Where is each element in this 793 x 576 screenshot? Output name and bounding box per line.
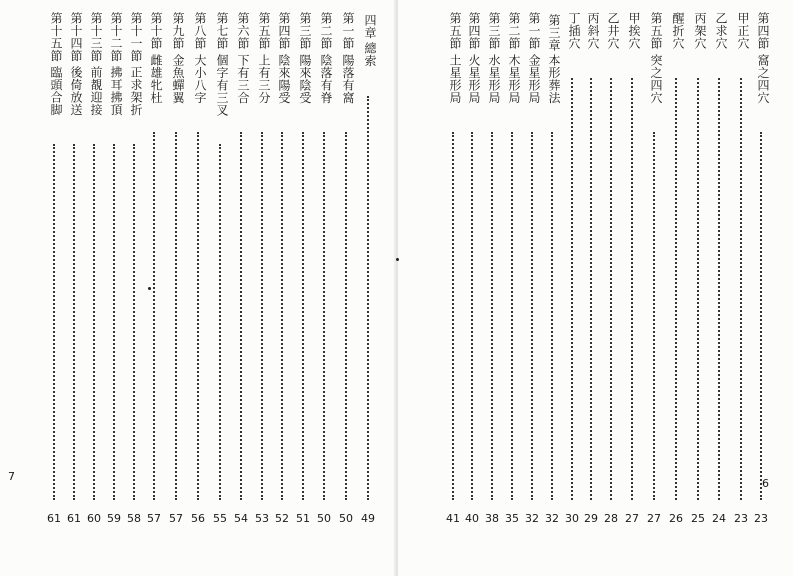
toc-entry bbox=[524, 0, 540, 576]
dot-leader bbox=[531, 132, 533, 500]
toc-page-number: 50 bbox=[339, 512, 353, 525]
toc-title: 陽落有窩 bbox=[341, 54, 355, 104]
dot-leader bbox=[653, 132, 655, 500]
toc-title: 火星形局 bbox=[467, 54, 481, 104]
toc-heading: 第七節 bbox=[215, 12, 229, 50]
toc-heading: 第五節 bbox=[448, 12, 462, 50]
toc-title: 土星形局 bbox=[448, 54, 462, 104]
toc-entry bbox=[583, 0, 599, 576]
toc-heading: 第三節 bbox=[298, 12, 312, 50]
dot-leader bbox=[175, 132, 177, 500]
dot-leader bbox=[345, 132, 347, 500]
toc-page-number: 30 bbox=[565, 512, 579, 525]
toc-title: 前覩迎接 bbox=[89, 66, 103, 116]
toc-page-number: 60 bbox=[87, 512, 101, 525]
toc-page-number: 32 bbox=[525, 512, 539, 525]
toc-page-number: 57 bbox=[147, 512, 161, 525]
scan-speck bbox=[148, 287, 151, 290]
toc-heading: 第一節 bbox=[527, 12, 541, 50]
toc-page-number: 57 bbox=[169, 512, 183, 525]
toc-page-number: 41 bbox=[446, 512, 460, 525]
dot-leader bbox=[367, 96, 369, 500]
dot-leader bbox=[133, 144, 135, 500]
toc-page-number: 27 bbox=[625, 512, 639, 525]
toc-entry bbox=[233, 0, 249, 576]
toc-title: 陰來陽受 bbox=[277, 54, 291, 104]
dot-leader bbox=[491, 132, 493, 500]
toc-entry bbox=[190, 0, 206, 576]
toc-heading: 第二節 bbox=[319, 12, 333, 50]
toc-entry bbox=[46, 0, 62, 576]
toc-entry bbox=[274, 0, 290, 576]
toc-entry bbox=[603, 0, 619, 576]
dot-leader bbox=[73, 144, 75, 500]
toc-heading: 第八節 bbox=[193, 12, 207, 50]
dot-leader bbox=[697, 78, 699, 500]
toc-page-number: 35 bbox=[505, 512, 519, 525]
dot-leader bbox=[240, 132, 242, 500]
toc-title: 拂耳拂頂 bbox=[109, 66, 123, 116]
toc-page-number: 54 bbox=[234, 512, 248, 525]
toc-page-number: 55 bbox=[213, 512, 227, 525]
toc-title: 丙斜穴 bbox=[586, 12, 600, 50]
toc-title: 陽來陰受 bbox=[298, 54, 312, 104]
toc-heading: 第五節 bbox=[257, 12, 271, 50]
toc-page-number: 23 bbox=[754, 512, 768, 525]
toc-entry bbox=[316, 0, 332, 576]
toc-page-number: 58 bbox=[127, 512, 141, 525]
toc-page-number: 53 bbox=[255, 512, 269, 525]
toc-entry bbox=[338, 0, 354, 576]
dot-leader bbox=[197, 132, 199, 500]
toc-entry bbox=[646, 0, 662, 576]
toc-title: 後倚放送 bbox=[69, 66, 83, 116]
toc-page-number: 32 bbox=[545, 512, 559, 525]
toc-page-number: 61 bbox=[67, 512, 81, 525]
toc-entry bbox=[86, 0, 102, 576]
dot-leader bbox=[219, 144, 221, 500]
toc-entry bbox=[504, 0, 520, 576]
toc-page-number: 52 bbox=[275, 512, 289, 525]
toc-page-number: 26 bbox=[669, 512, 683, 525]
toc-entry bbox=[360, 0, 376, 576]
toc-entry bbox=[464, 0, 480, 576]
toc-entry bbox=[668, 0, 684, 576]
toc-title: 大小八字 bbox=[193, 54, 207, 104]
toc-title: 陰落有脊 bbox=[319, 54, 333, 104]
toc-page-number: 61 bbox=[47, 512, 61, 525]
toc-title: 甲正穴 bbox=[736, 12, 750, 50]
dot-leader bbox=[281, 132, 283, 500]
right-page bbox=[398, 0, 793, 576]
dot-leader bbox=[571, 78, 573, 500]
toc-heading: 第十三節 bbox=[89, 12, 103, 62]
toc-title: 金星形局 bbox=[527, 54, 541, 104]
dot-leader bbox=[675, 78, 677, 500]
dot-leader bbox=[511, 132, 513, 500]
dot-leader bbox=[113, 144, 115, 500]
scan-speck bbox=[396, 258, 399, 261]
toc-entry bbox=[544, 0, 560, 576]
toc-title: 丙架穴 bbox=[693, 12, 707, 50]
toc-title: 個字有三叉 bbox=[215, 54, 229, 117]
toc-heading: 第十二節 bbox=[109, 12, 123, 62]
toc-page-number: 56 bbox=[191, 512, 205, 525]
toc-heading: 第十五節 bbox=[49, 12, 63, 62]
dot-leader bbox=[93, 144, 95, 500]
toc-page-number: 23 bbox=[734, 512, 748, 525]
toc-title: 本形葬法 bbox=[547, 54, 561, 104]
dot-leader bbox=[153, 132, 155, 500]
toc-entry bbox=[445, 0, 461, 576]
toc-page-number: 29 bbox=[584, 512, 598, 525]
toc-heading: 第二節 bbox=[507, 12, 521, 50]
toc-heading: 第一節 bbox=[341, 12, 355, 50]
toc-entry bbox=[66, 0, 82, 576]
toc-page-number: 28 bbox=[604, 512, 618, 525]
toc-entry bbox=[624, 0, 640, 576]
toc-title: 正求架折 bbox=[129, 66, 143, 116]
toc-title: 木星形局 bbox=[507, 54, 521, 104]
toc-title: 乙求穴 bbox=[714, 12, 728, 50]
toc-entry bbox=[484, 0, 500, 576]
dot-leader bbox=[471, 132, 473, 500]
toc-page-number: 59 bbox=[107, 512, 121, 525]
dot-leader bbox=[53, 144, 55, 500]
dot-leader bbox=[323, 132, 325, 500]
toc-heading: 第九節 bbox=[171, 12, 185, 50]
toc-heading: 第十四節 bbox=[69, 12, 83, 62]
toc-entry bbox=[711, 0, 727, 576]
toc-title: 下有三合 bbox=[236, 54, 250, 104]
toc-title: 醒折穴 bbox=[671, 12, 685, 50]
toc-page-number: 50 bbox=[317, 512, 331, 525]
toc-entry bbox=[690, 0, 706, 576]
toc-entry bbox=[126, 0, 142, 576]
toc-entry bbox=[212, 0, 228, 576]
toc-entry bbox=[106, 0, 122, 576]
toc-title: 上有三分 bbox=[257, 54, 271, 104]
dot-leader bbox=[590, 78, 592, 500]
toc-page-number: 25 bbox=[691, 512, 705, 525]
toc-entry bbox=[295, 0, 311, 576]
left-folio: 7 bbox=[8, 470, 15, 483]
dot-leader bbox=[452, 132, 454, 500]
toc-page-number: 49 bbox=[361, 512, 375, 525]
toc-title: 甲挨穴 bbox=[627, 12, 641, 50]
toc-title: 金魚蟬翼 bbox=[171, 54, 185, 104]
toc-page-number: 38 bbox=[485, 512, 499, 525]
toc-heading: 第十一節 bbox=[129, 12, 143, 62]
dot-leader bbox=[261, 132, 263, 500]
dot-leader bbox=[551, 132, 553, 500]
dot-leader bbox=[760, 132, 762, 500]
toc-title: 總索 bbox=[363, 42, 377, 67]
right-folio: 6 bbox=[762, 477, 769, 490]
toc-heading: 第四節 bbox=[467, 12, 481, 50]
dot-leader bbox=[302, 132, 304, 500]
toc-title: 水星形局 bbox=[487, 54, 501, 104]
toc-heading: 四章 bbox=[363, 14, 377, 39]
toc-heading: 第六節 bbox=[236, 12, 250, 50]
toc-page-number: 24 bbox=[712, 512, 726, 525]
toc-entry bbox=[168, 0, 184, 576]
toc-heading: 第三章 bbox=[547, 14, 561, 52]
toc-title: 窩之四穴 bbox=[756, 54, 770, 104]
toc-entry bbox=[254, 0, 270, 576]
dot-leader bbox=[631, 78, 633, 500]
dot-leader bbox=[740, 78, 742, 500]
toc-heading: 第四節 bbox=[277, 12, 291, 50]
toc-title: 臨頭合脚 bbox=[49, 66, 63, 116]
toc-title: 雌雄牝杜 bbox=[149, 54, 163, 104]
toc-heading: 第三節 bbox=[487, 12, 501, 50]
toc-heading: 第十節 bbox=[149, 12, 163, 50]
dot-leader bbox=[718, 78, 720, 500]
toc-title: 突之四穴 bbox=[649, 54, 663, 104]
toc-page-number: 27 bbox=[647, 512, 661, 525]
left-page bbox=[0, 0, 396, 576]
toc-heading: 第五節 bbox=[649, 12, 663, 50]
dot-leader bbox=[610, 78, 612, 500]
toc-entry bbox=[564, 0, 580, 576]
toc-page-number: 51 bbox=[296, 512, 310, 525]
toc-title: 丁插穴 bbox=[567, 12, 581, 50]
toc-page-number: 40 bbox=[465, 512, 479, 525]
toc-entry bbox=[733, 0, 749, 576]
toc-heading: 第四節 bbox=[756, 12, 770, 50]
toc-title: 乙井穴 bbox=[606, 12, 620, 50]
